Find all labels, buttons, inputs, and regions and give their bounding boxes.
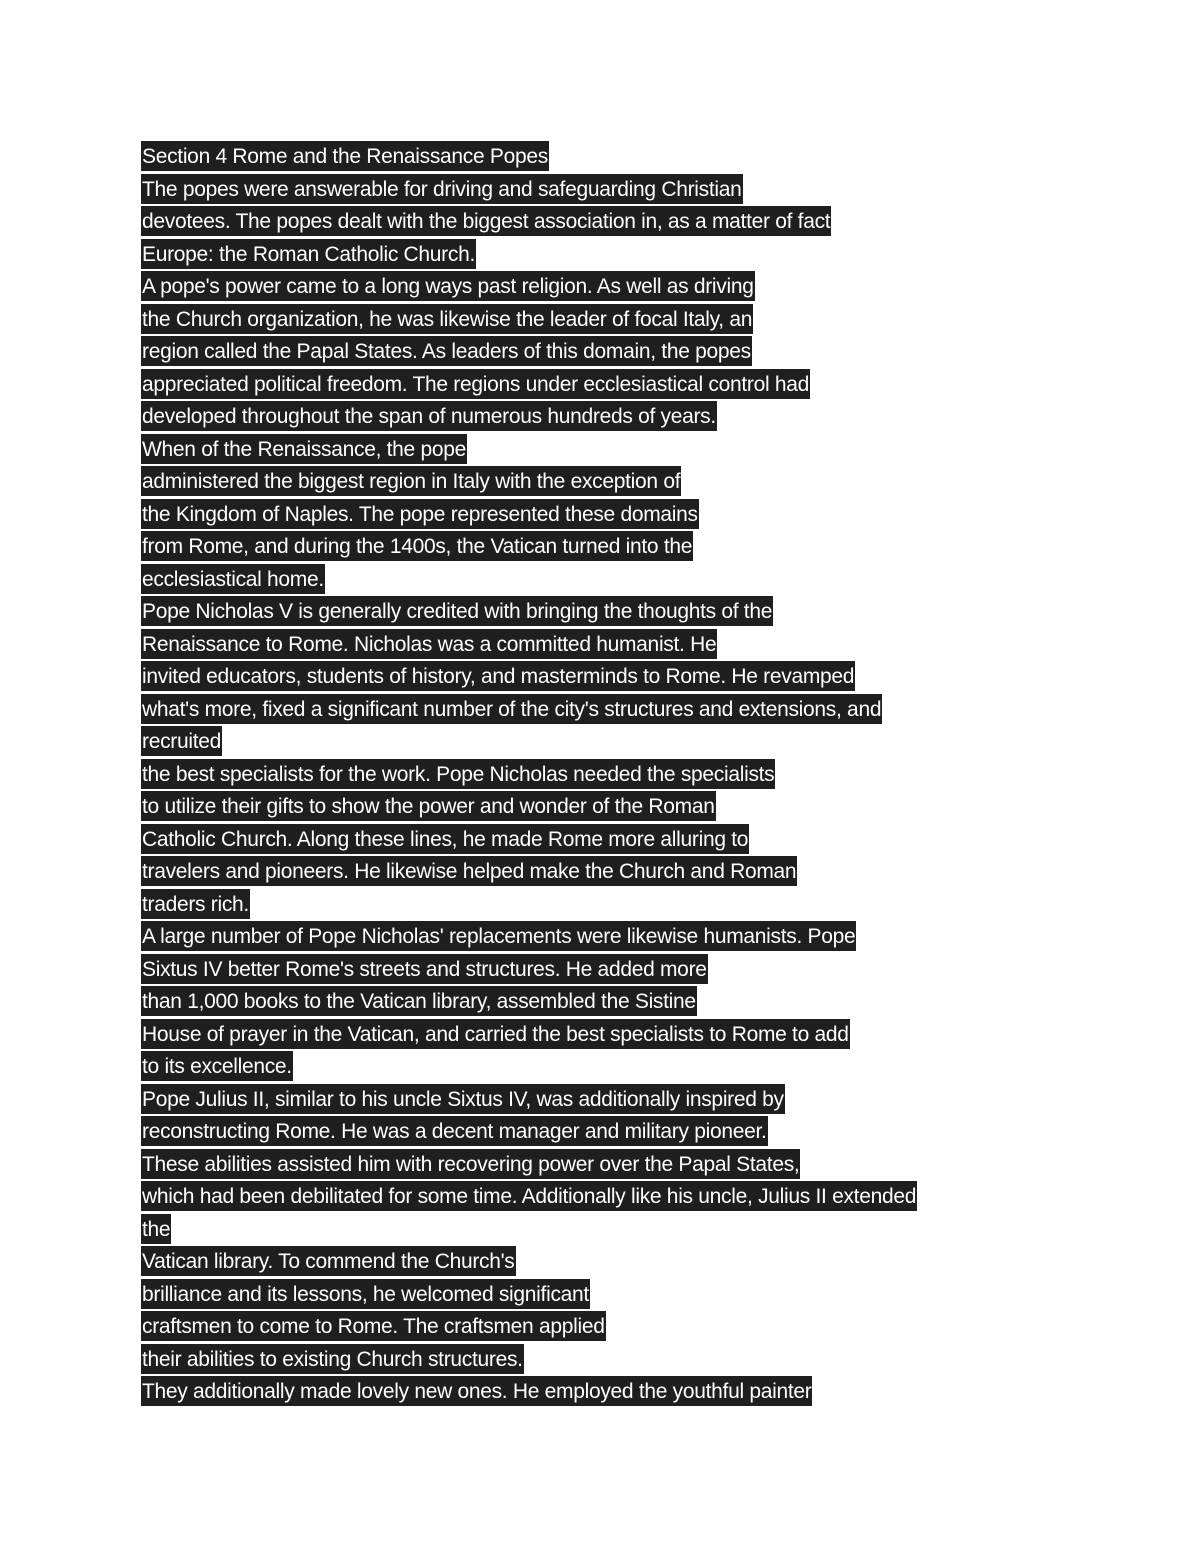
text-line: [141, 1375, 1101, 1408]
highlighted-text[interactable]: Europe: the Roman Catholic Church.: [141, 239, 476, 269]
highlighted-text[interactable]: administered the biggest region in Italy with the exception of: [141, 466, 681, 496]
text-line: [141, 790, 1101, 823]
text-line: [141, 1050, 1101, 1083]
highlighted-text[interactable]: Sixtus IV better Rome's streets and structures. He added more: [141, 954, 708, 984]
highlighted-text[interactable]: invited educators, students of history, and masterminds to Rome. He revamped: [141, 661, 855, 691]
text-line: [141, 758, 1101, 791]
highlighted-text[interactable]: from Rome, and during the 1400s, the Vatican turned into the: [141, 531, 693, 561]
text-line: [141, 433, 1101, 466]
highlighted-text[interactable]: Pope Nicholas V is generally credited with bringing the thoughts of the: [141, 596, 773, 626]
highlighted-text[interactable]: The popes were answerable for driving and safeguarding Christian: [141, 174, 743, 204]
highlighted-text[interactable]: to its excellence.: [141, 1051, 293, 1081]
text-line: [141, 368, 1101, 401]
highlighted-text[interactable]: the Kingdom of Naples. The pope represented these domains: [141, 499, 699, 529]
text-line: [141, 1018, 1101, 1051]
text-line: [141, 238, 1101, 271]
text-line: [141, 1115, 1101, 1148]
text-line: [141, 595, 1101, 628]
highlighted-text[interactable]: Catholic Church. Along these lines, he made Rome more alluring to: [141, 824, 749, 854]
highlighted-text[interactable]: devotees. The popes dealt with the biggest association in, as a matter of fact: [141, 206, 831, 236]
highlighted-text[interactable]: A pope's power came to a long ways past religion. As well as driving: [141, 271, 755, 301]
text-line: [141, 888, 1101, 921]
highlighted-text[interactable]: They additionally made lovely new ones. He employed the youthful painter: [141, 1376, 812, 1406]
highlighted-text[interactable]: their abilities to existing Church structures.: [141, 1344, 524, 1374]
text-line: [141, 465, 1101, 498]
text-line: [141, 660, 1101, 693]
text-line: [141, 303, 1101, 336]
highlighted-text[interactable]: than 1,000 books to the Vatican library, assembled the Sistine: [141, 986, 697, 1016]
text-line: [141, 498, 1101, 531]
text-line: [141, 1083, 1101, 1116]
highlighted-text[interactable]: Pope Julius II, similar to his uncle Sixtus IV, was additionally inspired by: [141, 1084, 785, 1114]
highlighted-text[interactable]: brilliance and its lessons, he welcomed significant: [141, 1279, 590, 1309]
text-line: [141, 693, 1101, 726]
highlighted-text[interactable]: craftsmen to come to Rome. The craftsmen applied: [141, 1311, 606, 1341]
text-line: [141, 1310, 1101, 1343]
text-line: [141, 1278, 1101, 1311]
highlighted-text[interactable]: travelers and pioneers. He likewise helped make the Church and Roman: [141, 856, 797, 886]
highlighted-text[interactable]: Section 4 Rome and the Renaissance Popes: [141, 141, 549, 171]
text-line: [141, 1180, 1101, 1213]
highlighted-text[interactable]: developed throughout the span of numerous hundreds of years.: [141, 401, 717, 431]
highlighted-text[interactable]: region called the Papal States. As leaders of this domain, the popes: [141, 336, 752, 366]
highlighted-text[interactable]: the Church organization, he was likewise the leader of focal Italy, an: [141, 304, 753, 334]
text-line: [141, 1343, 1101, 1376]
text-line: [141, 563, 1101, 596]
text-line: [141, 823, 1101, 856]
text-line: [141, 530, 1101, 563]
text-line: [141, 920, 1101, 953]
text-line: [141, 985, 1101, 1018]
text-line: [141, 1213, 1101, 1246]
text-line: [141, 628, 1101, 661]
text-line: [141, 953, 1101, 986]
highlighted-text[interactable]: what's more, fixed a significant number of the city's structures and extensions, and: [141, 694, 882, 724]
text-line: [141, 1245, 1101, 1278]
highlighted-text[interactable]: which had been debilitated for some time. Additionally like his uncle, Julius II extended: [141, 1181, 917, 1211]
highlighted-text[interactable]: reconstructing Rome. He was a decent manager and military pioneer.: [141, 1116, 768, 1146]
text-line: [141, 335, 1101, 368]
highlighted-text[interactable]: the best specialists for the work. Pope Nicholas needed the specialists: [141, 759, 775, 789]
text-line: [141, 140, 1101, 173]
highlighted-text[interactable]: Vatican library. To commend the Church's: [141, 1246, 516, 1276]
text-line: [141, 855, 1101, 888]
text-line: [141, 205, 1101, 238]
highlighted-text[interactable]: A large number of Pope Nicholas' replacements were likewise humanists. Pope: [141, 921, 856, 951]
highlighted-text[interactable]: traders rich.: [141, 889, 250, 919]
text-line: [141, 725, 1101, 758]
highlighted-text[interactable]: ecclesiastical home.: [141, 564, 325, 594]
text-line: [141, 400, 1101, 433]
highlighted-text[interactable]: House of prayer in the Vatican, and carried the best specialists to Rome to add: [141, 1019, 850, 1049]
highlighted-text[interactable]: Renaissance to Rome. Nicholas was a committed humanist. He: [141, 629, 717, 659]
selected-text-block: [141, 140, 1101, 1408]
text-line: [141, 270, 1101, 303]
text-line: [141, 173, 1101, 206]
highlighted-text[interactable]: appreciated political freedom. The regions under ecclesiastical control had: [141, 369, 810, 399]
highlighted-text[interactable]: the: [141, 1214, 171, 1244]
highlighted-text[interactable]: recruited: [141, 726, 222, 756]
highlighted-text[interactable]: to utilize their gifts to show the power and wonder of the Roman: [141, 791, 716, 821]
highlighted-text[interactable]: These abilities assisted him with recovering power over the Papal States,: [141, 1149, 800, 1179]
text-line: [141, 1148, 1101, 1181]
highlighted-text[interactable]: When of the Renaissance, the pope: [141, 434, 467, 464]
